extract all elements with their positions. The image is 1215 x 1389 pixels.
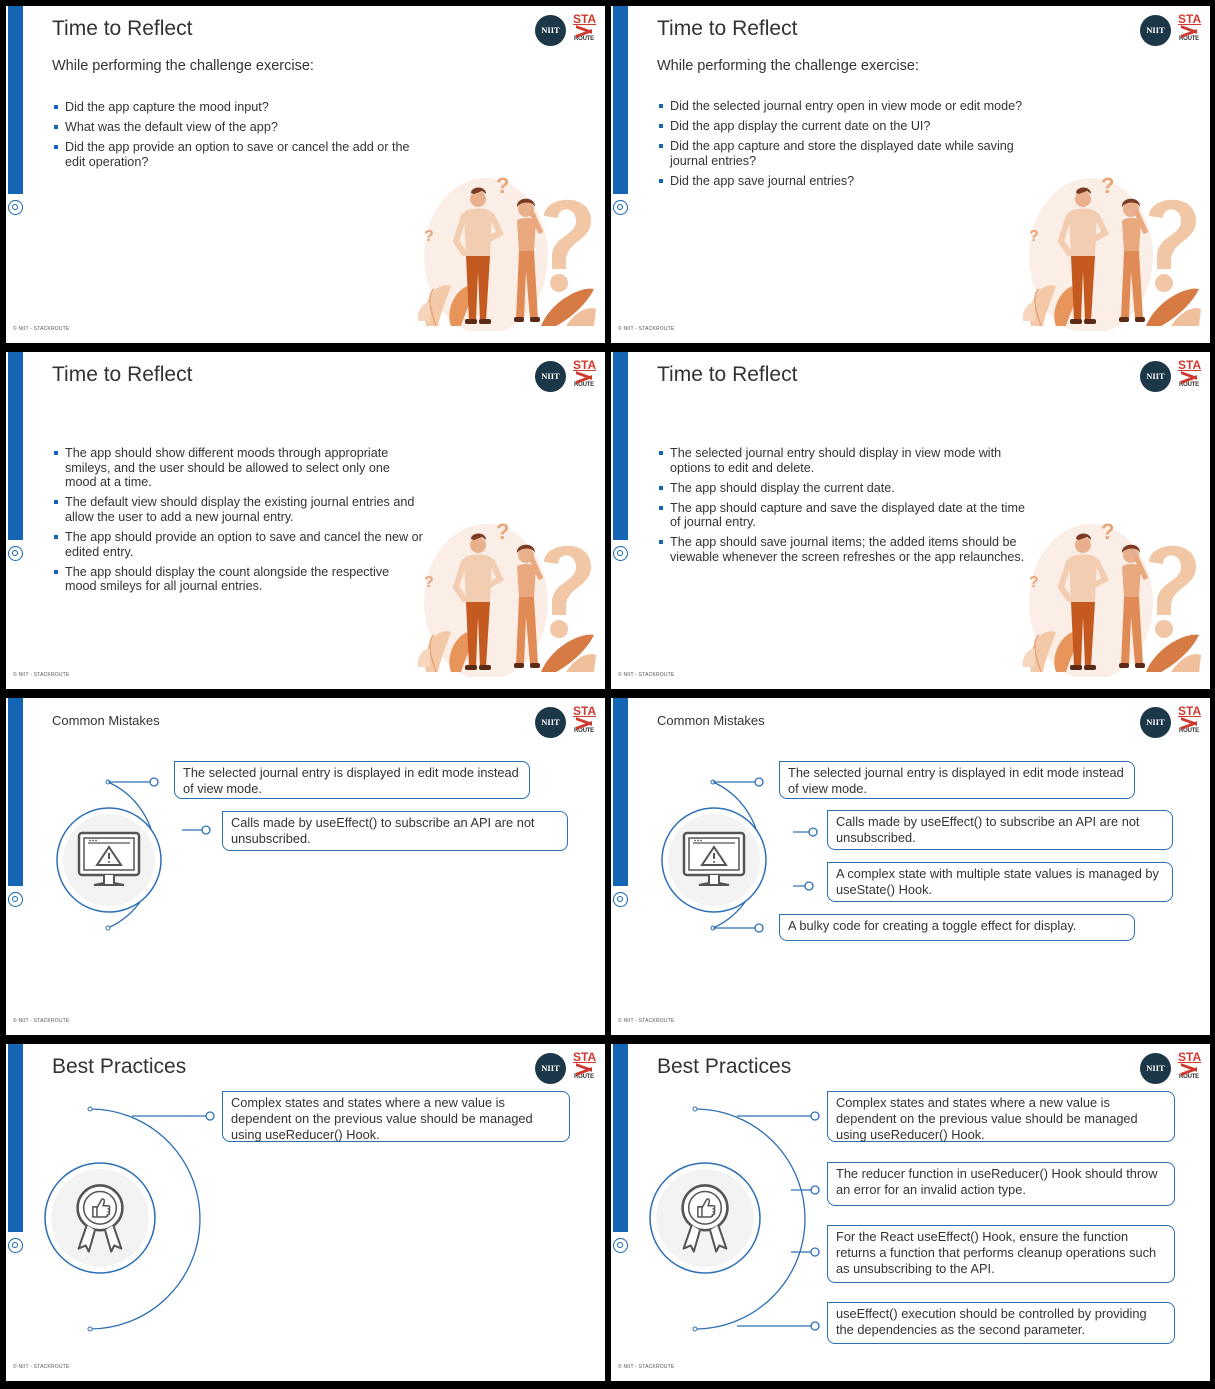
stackroute-logo-icon: STA ROUTE — [573, 1050, 597, 1080]
slide-common-mistakes-1 — [6, 698, 605, 1035]
slide-time-to-reflect-4 — [611, 352, 1210, 689]
slide-title: Time to Reflect — [657, 363, 798, 386]
practice-callout: Complex states and states where a new value is dependent on the previous value should be managed using useReducer() Hook. — [827, 1091, 1175, 1142]
list-item: The default view should display the existing journal entries and allow the user to add a new journal entry. — [53, 495, 423, 524]
accent-bar — [8, 352, 23, 540]
niit-logo-icon: NIIT — [535, 15, 566, 46]
list-item: Did the app capture the mood input? — [53, 100, 428, 115]
practice-callout: useEffect() execution should be controlled by providing the dependencies as the second parameter. — [827, 1302, 1175, 1344]
niit-logo-icon: NIIT — [1140, 361, 1171, 392]
monitor-warning-icon — [659, 805, 769, 915]
footer-copyright: © NIIT - STACKROUTE — [13, 672, 70, 678]
footer-copyright: © NIIT - STACKROUTE — [13, 1018, 70, 1024]
thumbs-up-award-icon — [44, 1162, 156, 1274]
practice-callout: The reducer function in useReducer() Hook should throw an error for an invalid action type. — [827, 1162, 1175, 1206]
list-item: The app should display the count alongside the respective mood smileys for all journal entries. — [53, 565, 423, 594]
list-item: The selected journal entry should display in view mode with options to edit and delete. — [658, 446, 1030, 475]
bullet-list — [658, 446, 1030, 570]
slide-best-practices-1 — [6, 1044, 605, 1381]
footer-copyright: © NIIT - STACKROUTE — [618, 1364, 675, 1370]
accent-bar — [613, 6, 628, 194]
slide-title: Common Mistakes — [657, 713, 765, 728]
footer-copyright: © NIIT - STACKROUTE — [618, 672, 675, 678]
footer-copyright: © NIIT - STACKROUTE — [13, 326, 70, 332]
stackroute-logo-icon: STA ROUTE — [1178, 1050, 1202, 1080]
mistake-callout: A complex state with multiple state values is managed by useState() Hook. — [827, 862, 1173, 902]
thumbs-up-award-icon — [649, 1162, 761, 1274]
target-icon — [613, 1238, 628, 1253]
niit-logo-icon: NIIT — [1140, 1053, 1171, 1084]
slide-title: Time to Reflect — [52, 363, 193, 386]
target-icon — [613, 892, 628, 907]
accent-bar — [613, 1044, 628, 1232]
practice-callout: For the React useEffect() Hook, ensure the function returns a function that performs cleanup operations such as unsubscribing to the API. — [827, 1225, 1175, 1283]
niit-logo-icon: NIIT — [535, 707, 566, 738]
mistake-callout: Calls made by useEffect() to subscribe an API are not unsubscribed. — [827, 810, 1173, 850]
monitor-warning-icon — [54, 805, 164, 915]
people-question-illustration-icon — [1021, 161, 1201, 331]
stackroute-logo-icon: STA ROUTE — [573, 358, 597, 388]
footer-copyright: © NIIT - STACKROUTE — [618, 326, 675, 332]
people-question-illustration-icon — [416, 507, 596, 677]
list-item: The app should display the current date. — [658, 481, 1030, 496]
stackroute-logo-icon: STA ROUTE — [1178, 704, 1202, 734]
niit-logo-icon: NIIT — [1140, 707, 1171, 738]
slide-title: Time to Reflect — [52, 17, 193, 40]
list-item: Did the app capture and store the displayed date while saving journal entries? — [658, 139, 1048, 168]
list-item: The app should save journal items; the added items should be viewable whenever the screen refreshes or the app relaunches. — [658, 535, 1030, 564]
mistake-callout: A bulky code for creating a toggle effect for display. — [779, 914, 1135, 941]
mistake-callout: Calls made by useEffect() to subscribe an API are not unsubscribed. — [222, 811, 568, 851]
slide-subtitle: While performing the challenge exercise: — [52, 58, 314, 74]
accent-bar — [8, 6, 23, 194]
stackroute-logo-icon: STA ROUTE — [1178, 358, 1202, 388]
accent-bar — [613, 352, 628, 540]
target-icon — [8, 1238, 23, 1253]
target-icon — [8, 546, 23, 561]
slide-title: Common Mistakes — [52, 713, 160, 728]
slide-title: Best Practices — [657, 1055, 792, 1078]
niit-logo-icon: NIIT — [535, 1053, 566, 1084]
accent-bar — [8, 1044, 23, 1232]
list-item: The app should capture and save the displayed date at the time of journal entry. — [658, 501, 1030, 530]
bullet-list — [53, 446, 423, 599]
target-icon — [613, 200, 628, 215]
list-item: Did the app provide an option to save or cancel the add or the edit operation? — [53, 140, 428, 169]
slide-time-to-reflect-3 — [6, 352, 605, 689]
niit-logo-icon: NIIT — [1140, 15, 1171, 46]
practice-callout: Complex states and states where a new value is dependent on the previous value should be managed using useReducer() Hook. — [222, 1091, 570, 1142]
mistake-callout: The selected journal entry is displayed in edit mode instead of view mode. — [779, 761, 1135, 799]
slide-title: Time to Reflect — [657, 17, 798, 40]
target-icon — [8, 892, 23, 907]
list-item: What was the default view of the app? — [53, 120, 428, 135]
slide-title: Best Practices — [52, 1055, 187, 1078]
slide-common-mistakes-2 — [611, 698, 1210, 1035]
stackroute-logo-icon: STA ROUTE — [573, 12, 597, 42]
slide-time-to-reflect-1 — [6, 6, 605, 343]
footer-copyright: © NIIT - STACKROUTE — [13, 1364, 70, 1370]
slide-subtitle: While performing the challenge exercise: — [657, 58, 919, 74]
people-question-illustration-icon — [416, 161, 596, 331]
list-item: Did the selected journal entry open in view mode or edit mode? — [658, 99, 1048, 114]
list-item: Did the app display the current date on the UI? — [658, 119, 1048, 134]
footer-copyright: © NIIT - STACKROUTE — [618, 1018, 675, 1024]
bullet-list — [658, 99, 1048, 194]
bullet-list — [53, 100, 428, 175]
niit-logo-icon: NIIT — [535, 361, 566, 392]
people-question-illustration-icon — [1021, 507, 1201, 677]
list-item: The app should provide an option to save and cancel the new or edited entry. — [53, 530, 423, 559]
accent-bar — [8, 698, 23, 886]
list-item: The app should show different moods through appropriate smileys, and the user should be allowed to select only one mood at a time. — [53, 446, 423, 490]
list-item: Did the app save journal entries? — [658, 174, 1048, 189]
stackroute-logo-icon: STA ROUTE — [1178, 12, 1202, 42]
slide-time-to-reflect-2 — [611, 6, 1210, 343]
mistake-callout: The selected journal entry is displayed in edit mode instead of view mode. — [174, 761, 530, 799]
target-icon — [613, 546, 628, 561]
accent-bar — [613, 698, 628, 886]
slide-best-practices-2 — [611, 1044, 1210, 1381]
target-icon — [8, 200, 23, 215]
stackroute-logo-icon: STA ROUTE — [573, 704, 597, 734]
